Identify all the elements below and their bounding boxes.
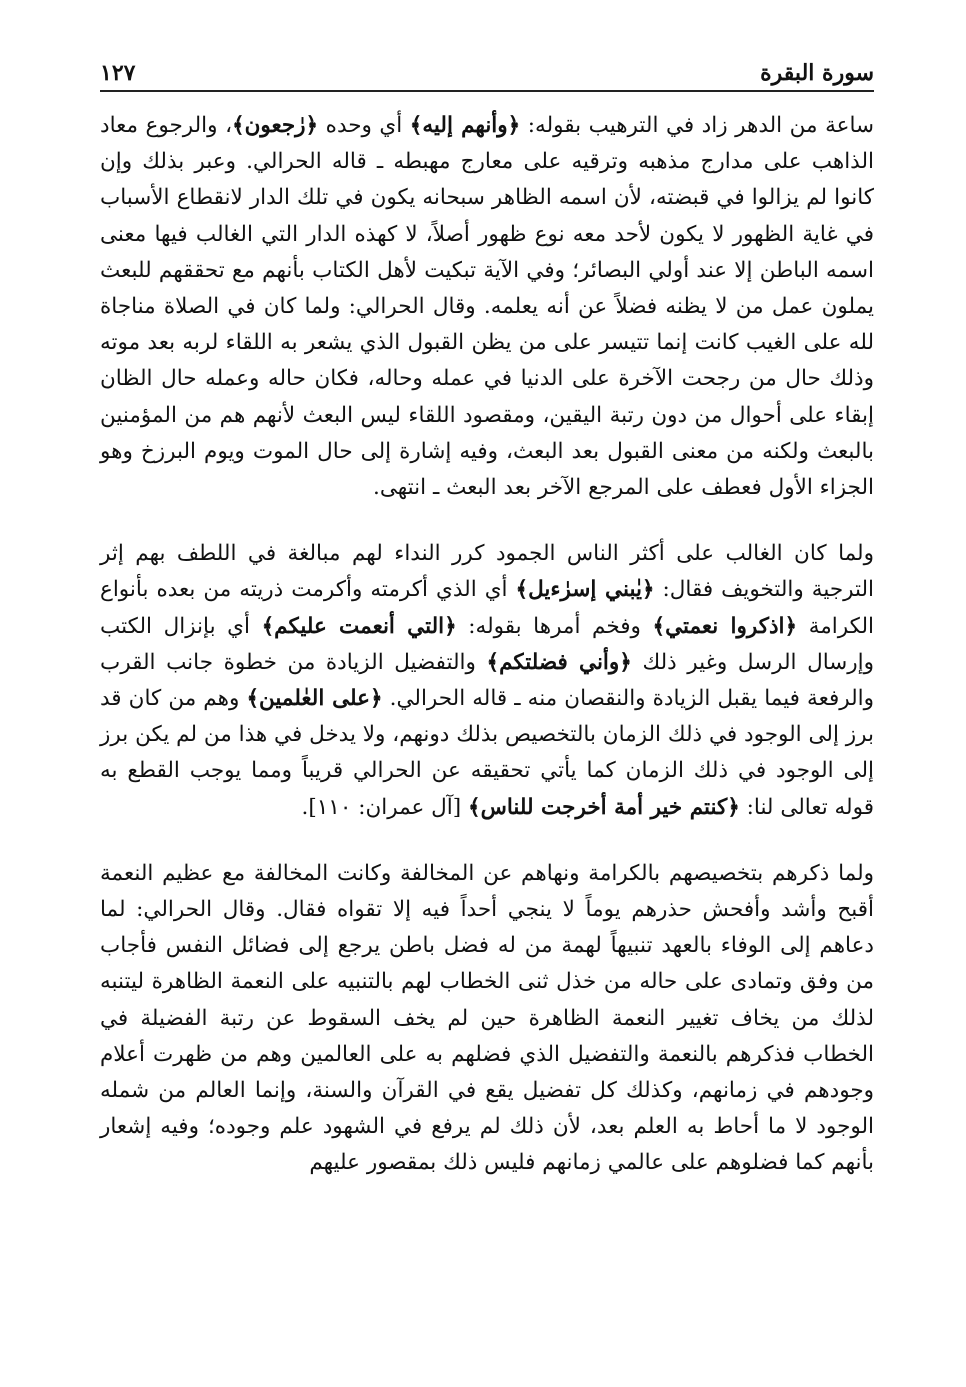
quran-verse-quote: ﴿التي أنعمت عليكم﴾ [261,613,457,639]
text-segment: والتفضيل الزيادة من خطوة جانب القرب والرفعة فيما يقبل الزيادة والنقصان منه ـ قاله الحرالي. [100,649,875,712]
text-segment: أي بإنزال الكتب وإرسال الرسل وغير ذلك [100,613,875,675]
text-segment: وفخم أمرها بقوله: [456,613,653,639]
text-segment: أي وحده [318,113,410,138]
text-segment: ولما كان الغالب على أكثر الناس الجمود كرر النداء لهم مبالغة في اللطف بهم إثر الترجية والتخويف فقال: [100,541,874,603]
text-segment: ، والرجوع معاد الذاهب على مدارج مذهبه وترقيه على معارج مهبطه ـ قاله الحرالي. وعبر بذلك وإن كانوا لم يزالوا في قبضته، لأن اسمه الظاهر سبحانه يكون في تلك الدار لانقطاع الأسباب في غاية الظهور لا يكون لأحد معه نوع ظهور أصلاً، لا كهذه الدار التي الغالب فيها معنى اسمه الباطن إلا عند أولي البصائر؛ وفي الآية تبكيت لأهل الكتاب بأنهم مع تحققهم للبعث يملون عمل من لا يظنه فضلاً عن أنه يعلمه. وقال الحرالي: ولما كان في الصلاة مناجاة لله على الغيب كانت إنما تتيسر على من يظن القبول الذي يشعر به اللقاء لربه بعد موته وذلك حال من رجحت الآخرة على الدنيا في عمله وحاله، فكان حاله وعمله حال الظان إبقاء على أحوال من دون رتبة اليقين، ومقصود اللقاء ليس البعث لأنهم هم من المؤمنين بالبعث ولكنه من معنى القبول بعد البعث، وفيه إشارة إلى حال الموت ويوم البرزخ وهو الجزاء الأول فعطف على المرجع الآخر بعد البعث ـ انتهى. [100,113,874,501]
page-number: ١٢٧ [100,60,136,86]
surah-title: سورة البقرة [760,60,874,86]
paragraph-2 [100,536,874,826]
running-header [100,58,874,92]
quran-verse-quote: ﴿كنتم خير أمة أخرجت للناس﴾ [468,794,740,820]
quran-verse-quote: ﴿وأني فضلتكم﴾ [486,649,632,675]
quran-verse-quote: ﴿رٰجعون﴾ [232,113,319,138]
text-segment: [آل عمران: ١١٠]. [301,794,469,820]
quran-verse-quote: ﴿على العٰلمين﴾ [246,686,383,712]
quran-verse-quote: ﴿يٰبني إسرٰءيل﴾ [515,577,655,603]
text-segment: أي الذي أكرمته وأكرمت ذريته من بعده بأنواع الكرامة [100,577,874,639]
paragraph-1 [100,108,874,506]
text-segment: ولما ذكرهم بتخصيصهم بالكرامة ونهاهم عن المخالفة وكانت المخالفة مع عظيم النعمة أقبح وأشد وأفحش حذرهم يوماً لا ينجي أحداً فيه إلا تقواه فقال. وقال الحرالي: لما دعاهم إلى الوفاء بالعهد تنبيهاً لهمة من له فضل باطن يرجع إلى فضائل النفس فأجاب من وفق وتمادى على حاله من خذل ثنى الخطاب لهم بالتنبيه على النعمة الظاهرة ليتنبه لذلك من يخاف تغيير النعمة الظاهرة حين لم يخف السقوط عن رتبة الفضيلة في الخطاب فذكرهم بالنعمة والتفضيل الذي فضلهم به على العالمين وهم من ظهرت أعلام وجودهم في زمانهم، وكذلك كل تفضيل يقع في القرآن والسنة، وإنما العالم من شمله الوجود لا ما أحاط به العلم بعد، لأن ذلك لم يرفع في الشهود علم وجوده؛ وفيه إشعار بأنهم كما فضلوهم على عالمي زمانهم فليس ذلك بمقصور عليهم [100,860,874,1176]
paragraph-3 [100,856,874,1182]
quran-verse-quote: ﴿وأنهم إليه﴾ [409,113,521,138]
text-segment: ساعة من الدهر زاد في الترهيب بقوله: [520,113,875,138]
text-segment: وهم من كان قد برز إلى الوجود في ذلك الزمان بالتخصيص بذلك دونهم، ولا يدخل في هذا من لم يكن برز إلى الوجود في ذلك الزمان كما يأتي تحقيقه عن الحرالي قريباً ومما يوجب القطع به قوله تعالى لنا: [100,686,874,820]
main-text [100,108,874,1182]
quran-verse-quote: ﴿اذكروا نعمتي﴾ [652,613,798,639]
